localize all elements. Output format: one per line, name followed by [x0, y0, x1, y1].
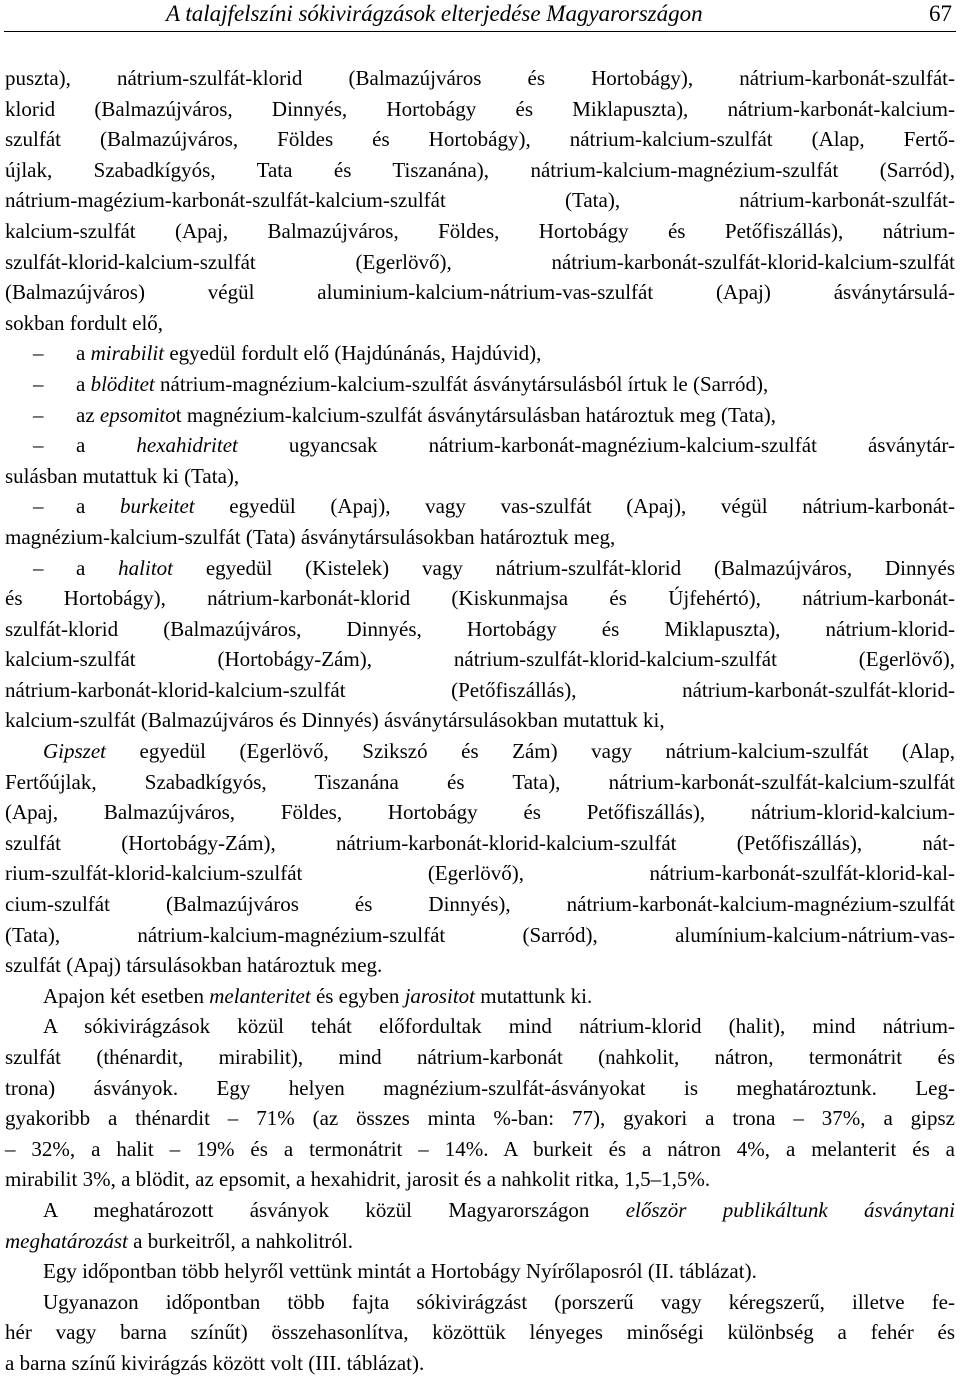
text-run: szulfát (Hortobágy-Zám), nátrium-karbonát-klorid-kalcium-szulfát (Petőfiszállás), nát-	[5, 830, 955, 855]
italic-term: halitot	[118, 555, 174, 580]
text-line	[5, 553, 955, 584]
text-run: – 32%, a halit – 19% és a termonátrit – 14%. A burkeit és a nátron 4%, a melanterit és a	[5, 1136, 955, 1161]
text-line	[5, 950, 955, 981]
text-run: Ugyanazon időpontban több fajta sókivirágzást (porszerű vagy kéregszerű, illetve fe-	[43, 1289, 955, 1314]
text-line	[5, 1073, 955, 1104]
text-run: magnézium-kalcium-szulfát (Tata) ásványtársulásokban határoztuk meg,	[5, 524, 616, 549]
list-dash: –	[33, 555, 44, 580]
text-line	[5, 124, 955, 155]
text-run: egyedül (Apaj), vagy vas-szulfát (Apaj), végül nátrium-karbonát-	[194, 494, 955, 519]
text-run: mutattunk ki.	[474, 983, 593, 1008]
text-run: trona) ásványok. Egy helyen magnézium-szulfát-ásványokat is meghatároztunk. Leg-	[5, 1075, 955, 1100]
text-run: szulfát-klorid-kalcium-szulfát (Egerlövő), nátrium-karbonát-szulfát-klorid-kalcium-szulfát	[5, 249, 955, 274]
text-line	[5, 1011, 955, 1042]
text-run: szulfát-klorid (Balmazújváros, Dinnyés, Hortobágy és Miklapuszta), nátrium-klorid-	[5, 616, 955, 641]
text-line	[5, 736, 955, 767]
text-run: Apajon két esetben	[43, 983, 210, 1008]
text-run: a barna színű kivirágzás között volt (III. táblázat).	[5, 1350, 425, 1375]
text-run: A sókivirágzások közül tehát előfordultak mind nátrium-klorid (halit), mind nátrium-	[43, 1014, 955, 1039]
text-line	[5, 705, 955, 736]
text-line	[5, 1134, 955, 1165]
text-line	[5, 94, 955, 125]
text-run: szulfát (Balmazújváros, Földes és Hortobágy), nátrium-kalcium-szulfát (Alap, Fertő-	[5, 127, 955, 152]
text-line	[5, 185, 955, 216]
text-line	[5, 63, 955, 94]
text-run: sokban fordult elő,	[5, 310, 164, 335]
text-run: (Tata), nátrium-kalcium-magnézium-szulfát (Sarród), alumínium-kalcium-nátrium-vas-	[5, 922, 955, 947]
text-run: cium-szulfát (Balmazújváros és Dinnyés), nátrium-karbonát-kalcium-magnézium-szulfát	[5, 892, 955, 917]
text-line	[5, 277, 955, 308]
list-dash: –	[33, 494, 44, 519]
text-line	[5, 1287, 955, 1318]
text-run: kalcium-szulfát (Hortobágy-Zám), nátrium-szulfát-klorid-kalcium-szulfát (Egerlövő),	[5, 647, 955, 672]
italic-term: jarositot	[404, 983, 475, 1008]
text-line	[5, 920, 955, 951]
header-rule	[4, 31, 956, 32]
italic-term: Gipszet	[43, 739, 106, 764]
list-dash: –	[33, 433, 44, 458]
text-run: és egyben	[310, 983, 405, 1008]
text-run: puszta), nátrium-szulfát-klorid (Balmazújváros és Hortobágy), nátrium-karbonát-szulfát-	[5, 66, 955, 90]
text-run: Fertőújlak, Szabadkígyós, Tiszanána és Tata), nátrium-karbonát-szulfát-kalcium-szulfát	[5, 769, 955, 794]
text-line	[5, 614, 955, 645]
text-line	[5, 858, 955, 889]
text-line	[5, 369, 955, 400]
list-dash: –	[33, 371, 44, 396]
text-line	[5, 430, 955, 461]
text-run: hér vagy barna színűt) összehasonlítva, közöttük lényeges minőségi különbség a fehér és	[5, 1320, 955, 1345]
text-run: nátrium-magnézium-kalcium-szulfát ásványtársulásból írtuk le (Sarród),	[154, 371, 769, 396]
text-line	[5, 491, 955, 522]
text-run: Egy időpontban több helyről vettünk mintát a Hortobágy Nyírőlaposról (II. táblázat).	[43, 1259, 757, 1284]
text-run: ugyancsak nátrium-karbonát-magnézium-kalcium-szulfát ásványtár-	[237, 433, 955, 458]
text-run: egyedül fordult elő (Hajdúnánás, Hajdúvid),	[164, 341, 542, 366]
text-line	[5, 797, 955, 828]
text-line	[5, 338, 955, 369]
text-run: a	[76, 555, 119, 580]
italic-term: melanteritet	[209, 983, 311, 1008]
list-dash: –	[33, 341, 44, 366]
list-dash: –	[33, 402, 44, 427]
text-line	[5, 981, 955, 1012]
text-line	[5, 1226, 955, 1257]
text-run: A meghatározott ásványok közül Magyarországon	[43, 1197, 626, 1222]
text-run: a	[76, 494, 120, 519]
text-run: gyakoribb a thénardit – 71% (az összes minta %-ban: 77), gyakori a trona – 37%, a gipsz	[5, 1106, 955, 1131]
text-run: sulásban mutattuk ki (Tata),	[5, 463, 240, 488]
text-run: nátrium-karbonát-klorid-kalcium-szulfát (Petőfiszállás), nátrium-karbonát-szulfát-klorid-	[5, 677, 955, 702]
running-header	[0, 0, 960, 30]
text-line	[5, 1348, 955, 1379]
text-line	[5, 308, 955, 339]
text-run: (Apaj, Balmazújváros, Földes, Hortobágy és Petőfiszállás), nátrium-klorid-kalcium-	[5, 800, 955, 825]
text-run: újlak, Szabadkígyós, Tata és Tiszanána), nátrium-kalcium-magnézium-szulfát (Sarród),	[5, 157, 955, 182]
text-line	[5, 216, 955, 247]
page-number: 67	[929, 1, 952, 26]
text-run: nátrium-magézium-karbonát-szulfát-kalcium-szulfát (Tata), nátrium-karbonát-szulfát-	[5, 188, 955, 213]
italic-term: burkeitet	[119, 494, 195, 519]
text-run: a burkeitről, a nahkolitról.	[127, 1228, 354, 1253]
italic-term: meghatározást	[5, 1228, 128, 1253]
text-run: kalcium-szulfát (Balmazújváros és Dinnyés) ásványtársulásokban mutattuk ki,	[5, 708, 665, 733]
text-run: rium-szulfát-klorid-kalcium-szulfát (Egerlövő), nátrium-karbonát-szulfát-klorid-kal-	[5, 861, 955, 886]
text-run: klorid (Balmazújváros, Dinnyés, Hortobágy és Miklapuszta), nátrium-karbonát-kalcium-	[5, 96, 955, 121]
text-run: a	[76, 433, 137, 458]
body-text	[5, 63, 955, 1379]
text-line	[5, 1164, 955, 1195]
text-run: a	[76, 371, 91, 396]
text-run: szulfát (Apaj) társulásokban határoztuk meg.	[5, 953, 383, 978]
text-run: mirabilit 3%, a blödit, az epsomit, a hexahidrit, jarosit és a nahkolit ritka, 1,5–1,5%.	[5, 1167, 711, 1192]
text-run: kalcium-szulfát (Apaj, Balmazújváros, Földes, Hortobágy és Petőfiszállás), nátrium-	[5, 218, 955, 243]
text-line	[5, 155, 955, 186]
text-run: egyedül (Egerlövő, Szikszó és Zám) vagy nátrium-kalcium-szulfát (Alap,	[106, 739, 955, 764]
text-run: a	[76, 341, 91, 366]
text-line	[5, 522, 955, 553]
italic-term: mirabilit	[90, 341, 165, 366]
text-run: az	[76, 402, 100, 427]
text-run: egyedül (Kistelek) vagy nátrium-szulfát-klorid (Balmazújváros, Dinnyés	[173, 555, 955, 580]
text-line	[5, 889, 955, 920]
running-title: A talajfelszíni sókivirágzások elterjedése Magyarországon	[166, 1, 703, 26]
italic-term: először publikáltunk ásványtani	[625, 1197, 955, 1222]
text-run: szulfát (thénardit, mirabilit), mind nátrium-karbonát (nahkolit, nátron, termonátrit és	[5, 1045, 955, 1069]
text-line	[5, 675, 955, 706]
text-line	[5, 644, 955, 675]
italic-term: epsomito	[99, 402, 176, 427]
text-line	[5, 828, 955, 859]
italic-term: hexahidritet	[136, 433, 238, 458]
italic-term: blöditet	[90, 371, 155, 396]
text-line	[5, 1103, 955, 1134]
text-line	[5, 1256, 955, 1287]
text-run: t magnézium-kalcium-szulfát ásványtársulásban határoztuk meg (Tata),	[175, 402, 777, 427]
text-line	[5, 583, 955, 614]
text-line	[5, 1317, 955, 1348]
text-line	[5, 400, 955, 431]
text-run: és Hortobágy), nátrium-karbonát-klorid (Kiskunmajsa és Újfehértó), nátrium-karbonát-	[5, 586, 955, 611]
text-run: (Balmazújváros) végül aluminium-kalcium-nátrium-vas-szulfát (Apaj) ásványtársulá-	[5, 280, 955, 305]
text-line	[5, 247, 955, 278]
text-line	[5, 767, 955, 798]
text-line	[5, 461, 955, 492]
text-line	[5, 1042, 955, 1073]
text-line	[5, 1195, 955, 1226]
